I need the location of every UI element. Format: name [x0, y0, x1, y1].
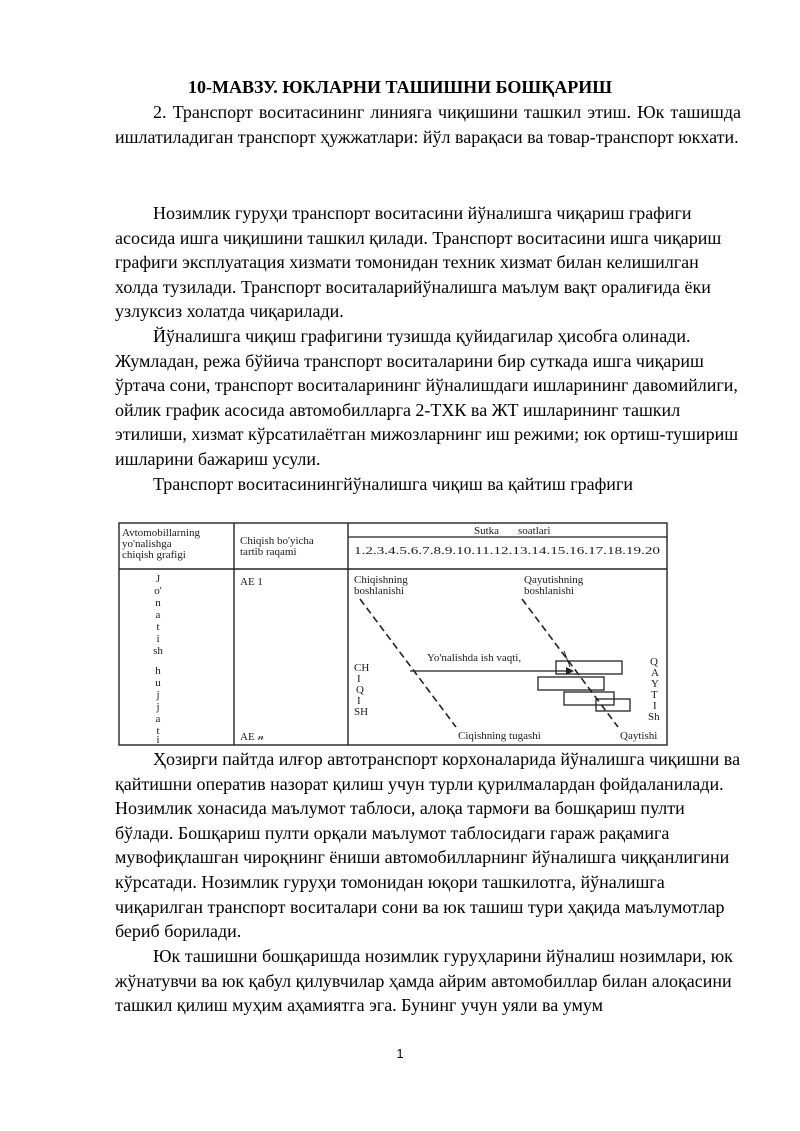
schedule-bar-2	[538, 677, 604, 690]
vertical-letter: j	[156, 701, 160, 713]
chiqish-letter: SH	[354, 706, 369, 718]
chiqish-letter: I	[357, 673, 361, 685]
vertical-letter: a	[155, 609, 161, 621]
col1-header-line-2: yo'nalishga	[122, 538, 172, 550]
chiqish-letter: I	[357, 695, 361, 707]
col1-header-line-3: chiqish grafigi	[122, 549, 186, 561]
chiqish-vertical-label	[354, 662, 369, 718]
vertical-letter: h	[155, 665, 161, 677]
qaytish-vertical-label	[648, 656, 660, 723]
qaytish-letter: I	[653, 700, 657, 712]
qaytish-letter: Sh	[648, 711, 660, 723]
body-paragraph-1: Нозимлик гуруҳи транспорт воситасини йўналишга чиқариш графиги асосида ишга чиқишини ташкил қилади. Транспорт воситасини ишга чиқариш графиги эксплуатация хизмати томонидан техник хизмат билан келишилган холда тузилади. Транспорт воситаларийўналишга маълум вақт оралиғида ёки узлуксиз холатда чиқарилади.	[115, 203, 722, 322]
work-time-label: Yo'nalishda ish vaqti,	[427, 652, 522, 664]
col2-header-line-2: tartib raqami	[240, 546, 297, 558]
vertical-letter: J	[155, 573, 161, 585]
departure-start-label-1: Chiqishning	[354, 574, 408, 586]
body-paragraph-2: Йўналишга чиқиш графигини тузишда қуйидагилар ҳисобга олинади. Жумладан, режа бўйича транспорт воситаларини бир суткада ишга чиқариш ўртача сони, транспорт воситаларининг йўналишдаги ишларининг давомийлиги, ойлик график асосида автомобилларга 2-ТХК ва ЖТ ишларининг ташкил этилиши, хизмат кўрсатилаётган мижозларнинг иш режими; юк ортиш-тушириш ишларини бажариш усули.	[115, 326, 739, 469]
vertical-letter: j	[156, 689, 160, 701]
departure-return-schedule-figure	[118, 519, 668, 747]
departure-end-label: Ciqishning tugashi	[458, 730, 541, 742]
col1-vertical-word	[153, 573, 163, 746]
chiqish-letter: CH	[354, 662, 370, 674]
hours-scale: 1.2.3.4.5.6.7.8.9.10.11.12.13.14.15.16.17.18.19.20	[354, 546, 660, 557]
schedule-diagram	[118, 519, 668, 747]
vertical-letter: sh	[153, 645, 163, 657]
qaytish-letter: T	[651, 689, 658, 701]
chiqish-letter: Q	[356, 684, 364, 696]
vertical-letter: t	[156, 621, 160, 633]
work-time-tick	[564, 651, 570, 667]
return-dashed-line	[522, 599, 618, 727]
vertical-letter: n	[155, 597, 161, 609]
departure-start-label-2: boshlanishi	[354, 585, 405, 597]
col2-header-line-1: Chiqish bo'yicha	[240, 535, 314, 547]
page-title: 10-МАВЗУ. ЮКЛАРНИ ТАШИШНИ БОШҚАРИШ	[187, 77, 613, 97]
return-end-label: Qaytishi	[620, 730, 658, 742]
soatlari-label: soatlari	[518, 525, 551, 537]
figure-caption: Транспорт воситасинингйўналишга чиқиш ва қайтиш графиги	[153, 474, 633, 494]
vertical-letter: a	[155, 713, 161, 725]
qaytish-letter: Y	[651, 678, 659, 690]
page-number: 1	[396, 1046, 404, 1061]
vertical-letter: i	[156, 633, 160, 645]
qaytish-letter: Q	[650, 656, 658, 668]
last-vehicle-number: AE 𝓃	[240, 731, 265, 743]
first-vehicle-number: AE 1	[240, 576, 263, 588]
schedule-bar-1	[556, 661, 622, 674]
qaytish-letter: A	[651, 667, 659, 679]
vertical-letter: t	[156, 725, 160, 737]
vertical-letter: o'	[154, 585, 162, 597]
subtitle-paragraph: 2. Транспорт воситасининг линияга чиқишини ташкил этиш. Юк ташишда ишлатиладиган транспорт ҳужжатлари: йўл варақаси ва товар-транспорт юкхати.	[115, 102, 741, 147]
body-paragraph-3: Ҳозирги пайтда илғор автотранспорт корхоналарида йўналишга чиқишни ва қайтишни оператив назорат қилиш учун турли қурилмалардан фойдаланилади. Нозимлик хонасида маълумот таблоси, алоқа тармоғи ва бошқариш пулти бўлади. Бошқариш пулти орқали маълумот таблосидаги гараж рақамига мувофиқлашган чироқнинг ёниши автомобилларнинг йўналишга чиққанлигини кўрсатади. Нозимлик гуруҳи томонидан юқори ташкилотга, йўналишга чиқарилган транспорт воситалари сони ва юк ташиш тури ҳақида маълумотлар бериб борилади.	[115, 749, 741, 942]
col1-header-line-1: Avtomobillarning	[122, 527, 201, 539]
return-start-label-1: Qayutishning	[524, 574, 584, 586]
return-start-label-2: boshlanishi	[524, 585, 575, 597]
body-paragraph-4: Юк ташишни бошқаришда нозимлик гуруҳларини йўналиш нозимлари, юк жўнатувчи ва юк қабул қилувчилар ҳамда айрим автомобиллар билан алоқасини ташкил қилиш муҳим аҳамиятга эга. Бунинг учун уяли ва умум	[115, 946, 733, 1016]
vertical-letter: i	[156, 734, 160, 746]
vertical-letter: u	[155, 677, 161, 689]
sutka-label: Sutka	[474, 525, 500, 537]
